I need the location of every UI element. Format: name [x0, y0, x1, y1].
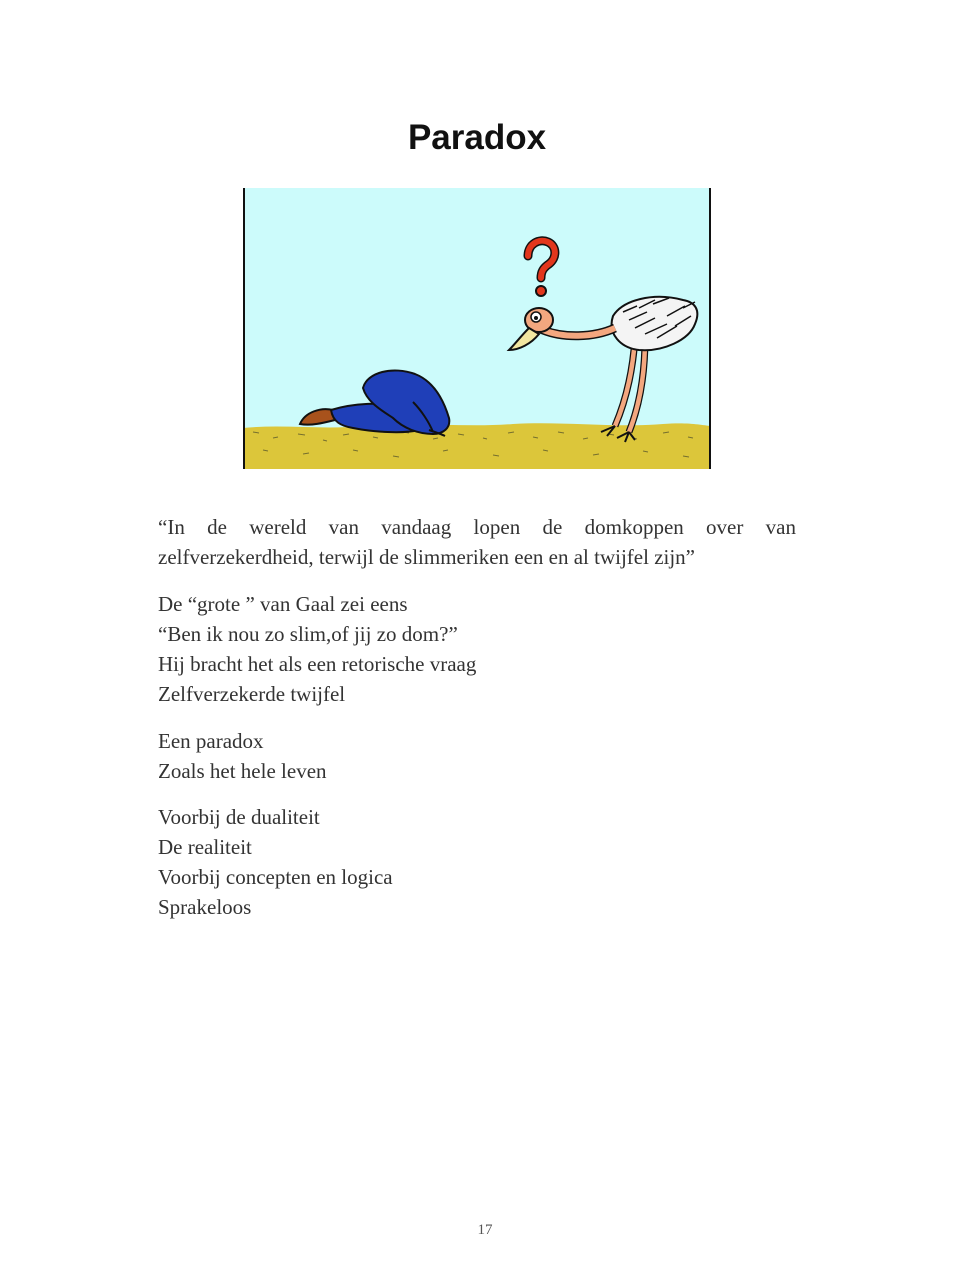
quote-line: “In de wereld van vandaag lopen de domkoppen over van: [158, 515, 796, 539]
poem-line: “Ben ik nou zo slim,of jij zo dom?”: [158, 622, 458, 646]
poem-line: Voorbij de dualiteit: [158, 805, 320, 829]
page-title: Paradox: [407, 118, 547, 157]
sand-ground: [243, 423, 711, 469]
poem-line: Een paradox: [158, 729, 264, 753]
poem-line: Sprakeloos: [158, 895, 252, 919]
stanza: [158, 589, 796, 709]
stanza: [158, 802, 796, 922]
poem-line: De “grote ” van Gaal zei eens: [158, 592, 408, 616]
poem-line: Zoals het hele leven: [158, 759, 327, 783]
opening-quote: [158, 512, 796, 572]
poem-line: Zelfverzekerde twijfel: [158, 682, 346, 706]
poem-line: De realiteit: [158, 835, 252, 859]
page-number: 17: [477, 1222, 493, 1238]
poem-line: Hij bracht het als een retorische vraag: [158, 652, 477, 676]
ostrich-cartoon-illustration: [243, 188, 711, 469]
stanza: [158, 726, 796, 786]
quote-line: zelfverzekerdheid, terwijl de slimmeriken een en al twijfel zijn”: [158, 545, 696, 569]
poem-line: Voorbij concepten en logica: [158, 865, 393, 889]
